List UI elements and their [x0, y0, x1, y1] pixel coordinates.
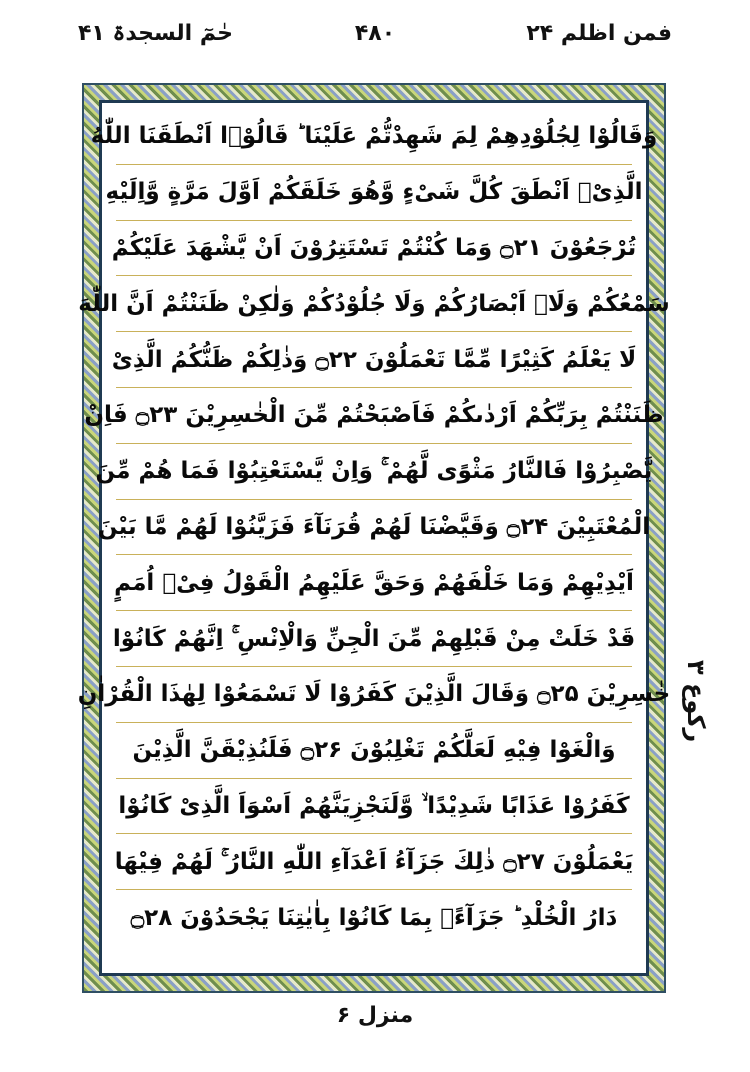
- ornamental-border: [77, 83, 671, 993]
- text-line-11: خٰسِرِیْنَ ۝۲۵ وَقَالَ الَّذِیْنَ كَفَرُوْا لَا تَسْمَعُوْا لِهٰذَا الْقُرْاٰنِ: [116, 667, 632, 723]
- text-line-1: وَقَالُوْا لِجُلُوْدِهِمْ لِمَ شَهِدْتُّمْ عَلَيْنَا ؕ قَالُوْۤا اَنْطَقَنَا اللّٰهُ: [116, 109, 632, 165]
- text-line-9: اَیْدِیْهِمْ وَمَا خَلْفَهُمْ وَحَقَّ عَلَیْهِمُ الْقَوْلُ فِیْۤ اُمَمٍ: [116, 555, 632, 611]
- text-line-8: الْمُعْتَبِیْنَ ۝۲۴ وَقَیَّضْنَا لَهُمْ قُرَنَآءَ فَزَیَّنُوْا لَهُمْ مَّا بَیْنَ: [116, 500, 632, 556]
- text-line-5: لَا یَعْلَمُ كَثِیْرًا مِّمَّا تَعْمَلُوْنَ ۝۲۲ وَذٰلِكُمْ ظَنُّكُمُ الَّذِیْ: [116, 332, 632, 388]
- text-panel: [77, 100, 671, 976]
- header-surah-label: حٰمٓ السجدۃ ۴۱: [78, 21, 233, 46]
- text-line-3: تُرْجَعُوْنَ ۝۲۱ وَمَا كُنْتُمْ تَسْتَتِرُوْنَ اَنْ یَّشْهَدَ عَلَیْكُمْ: [116, 221, 632, 277]
- text-line-14: یَعْمَلُوْنَ ۝۲۷ ذٰلِكَ جَزَآءُ اَعْدَآءِ اللّٰهِ النَّارُ ۚ لَهُمْ فِیْهَا: [116, 834, 632, 890]
- text-line-6: ظَنَنْتُمْ بِرَبِّكُمْ اَرْدٰىكُمْ فَاَصْبَحْتُمْ مِّنَ الْخٰسِرِیْنَ ۝۲۳ فَاِنْ: [116, 388, 632, 444]
- text-line-2: الَّذِیْۤ اَنْطَقَ كُلَّ شَیْءٍ وَّهُوَ خَلَقَكُمْ اَوَّلَ مَرَّةٍ وَّاِلَیْهِ: [116, 165, 632, 221]
- page-number: ۴۸۰: [354, 21, 396, 46]
- text-line-13: كَفَرُوْا عَذَابًا شَدِیْدًا ۙ وَّلَنَجْزِیَنَّهُمْ اَسْوَاَ الَّذِیْ كَانُوْا: [116, 779, 632, 835]
- ruku-marker: رکوع ۳: [682, 660, 710, 743]
- header-juz-label: فمن اظلم ۲۴: [526, 21, 672, 46]
- text-line-12: وَالْغَوْا فِیْهِ لَعَلَّكُمْ تَغْلِبُوْنَ ۝۲۶ فَلَنُذِیْقَنَّ الَّذِیْنَ: [116, 723, 632, 779]
- text-line-7: یَّصْبِرُوْا فَالنَّارُ مَثْوًى لَّهُمْ ۚ وَاِنْ یَّسْتَعْتِبُوْا فَمَا هُمْ مِّنَ: [116, 444, 632, 500]
- text-line-4: سَمْعُكُمْ وَلَاۤ اَبْصَارُكُمْ وَلَا جُلُوْدُكُمْ وَلٰكِنْ ظَنَنْتُمْ اَنَّ اللّٰهَ: [116, 276, 632, 332]
- text-line-15: دَارُ الْخُلْدِ ؕ جَزَآءًۢ بِمَا كَانُوْا بِاٰیٰتِنَا یَجْحَدُوْنَ ۝۲۸: [130, 905, 618, 932]
- manzil-label: منزل ۶: [336, 1003, 414, 1028]
- text-line-10: قَدْ خَلَتْ مِنْ قَبْلِهِمْ مِّنَ الْجِنِّ وَالْاِنْسِ ۚ اِنَّهُمْ كَانُوْا: [116, 611, 632, 667]
